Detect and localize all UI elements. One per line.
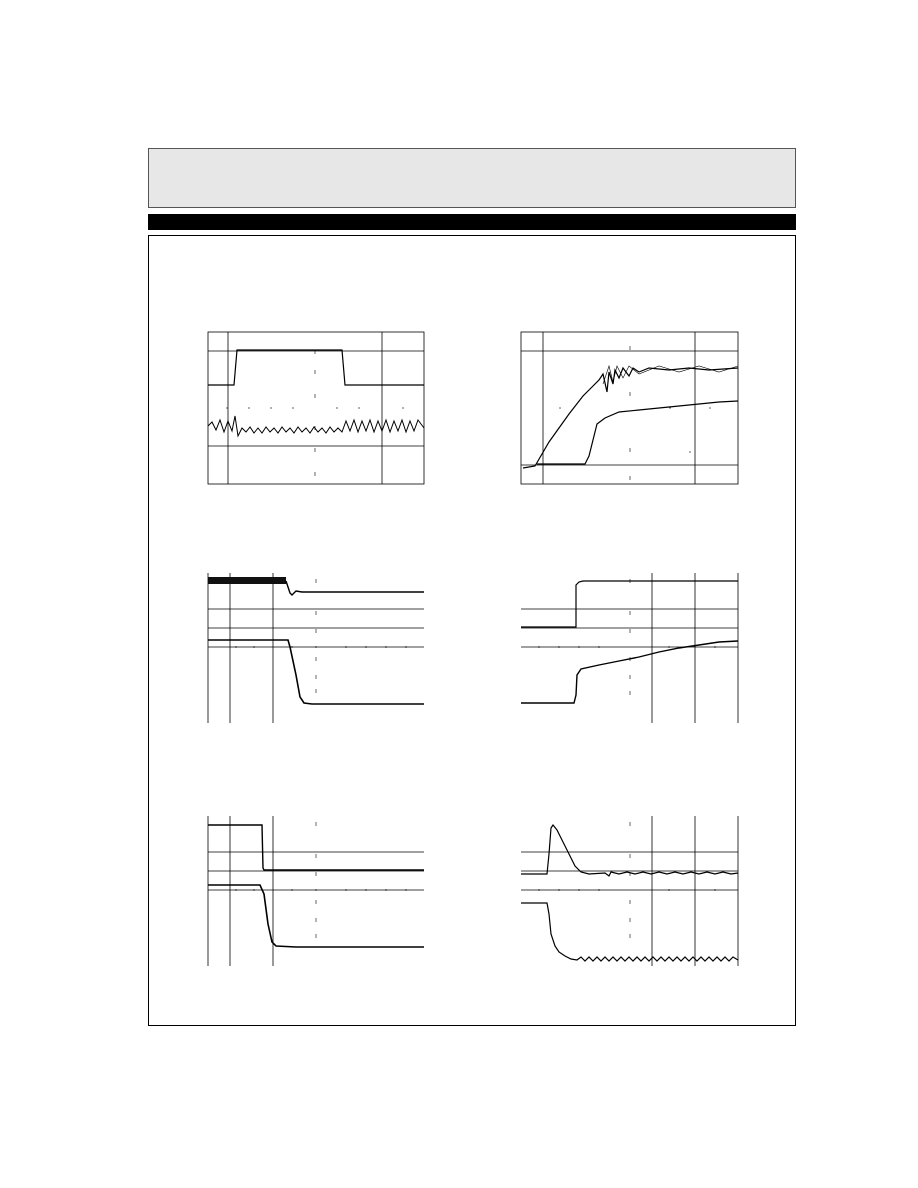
trace-1 [521, 825, 738, 876]
section-title-bar [148, 214, 796, 230]
scope-plot-5 [206, 814, 424, 976]
trace-1-noise-band [208, 577, 286, 584]
scope-graticule [521, 332, 738, 484]
trace-1 [521, 581, 738, 627]
trace-1 [523, 368, 738, 468]
scope-plot-1 [206, 332, 424, 492]
scope-graticule [521, 573, 738, 723]
center-axis-ticks [226, 350, 404, 476]
scope-plot-3 [206, 571, 424, 733]
center-axis-ticks [539, 822, 715, 938]
trace-2 [521, 641, 738, 703]
center-axis-ticks [236, 579, 406, 693]
center-axis-ticks [559, 346, 711, 480]
trace-1 [286, 581, 424, 595]
trace-2 [537, 401, 738, 464]
trace-2 [208, 640, 424, 704]
scope-plot-2 [519, 332, 739, 492]
center-axis-ticks [236, 822, 406, 938]
scope-plot-6 [519, 814, 739, 976]
trace-1 [208, 825, 424, 870]
trace-2 [208, 416, 424, 436]
trace-1 [208, 350, 424, 385]
scope-graticule [208, 332, 424, 484]
page-header-box [148, 148, 796, 208]
center-axis-ticks [539, 579, 715, 695]
scope-plot-4 [519, 571, 739, 733]
trace-2 [521, 903, 738, 961]
